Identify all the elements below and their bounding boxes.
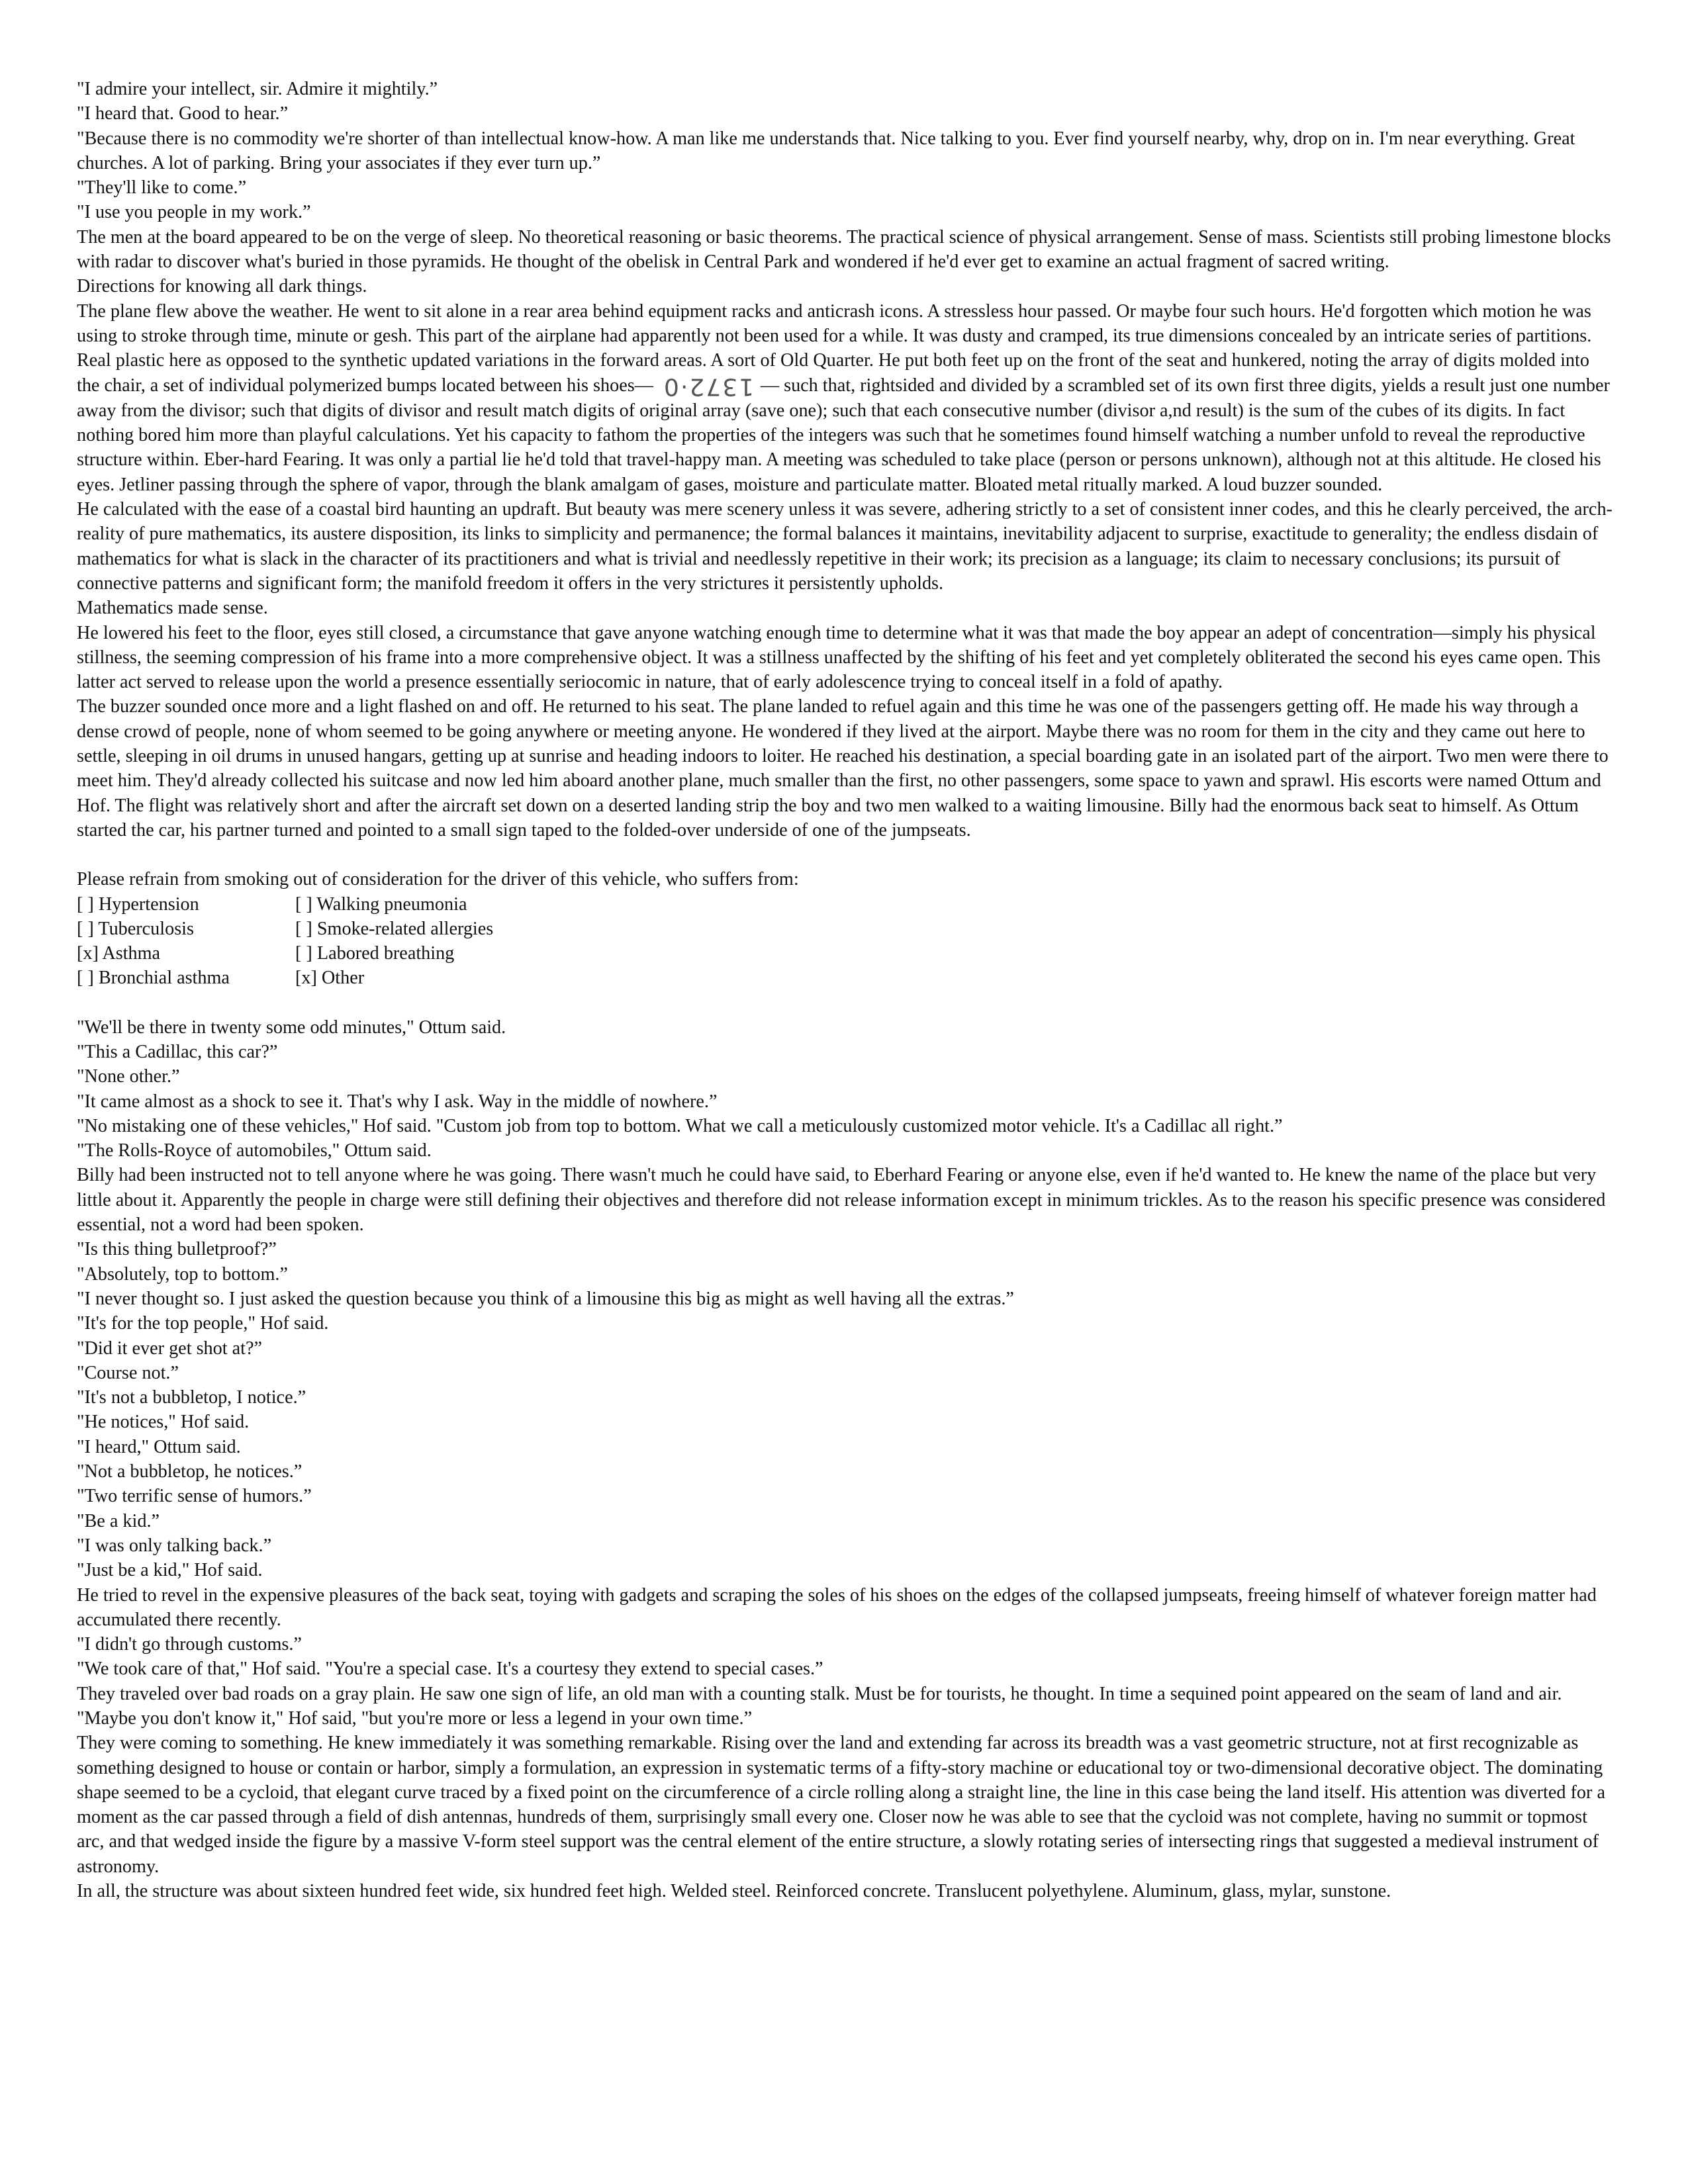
paragraph: The men at the board appeared to be on the verge of sleep. No theoretical reasoning or basic theorems. The practical science of physical arrangement. Sense of mass. Scientists still probing limestone blocks with radar to discover what's buried in those pyramids. He thought of the obelisk in Central Park and wondered if he'd ever get to examine an actual fragment of sacred writing. (77, 226, 1611, 273)
handwritten-seat-number: 1372·0 (662, 372, 754, 400)
checklist-item: [x] Other (295, 968, 365, 989)
paragraph: He calculated with the ease of a coastal bird haunting an updraft. But beauty was mere scenery unless it was severe, adhering strictly to a set of consistent inner codes, and this he clearly perceived, the arch-reality of pure mathematics, its austere disposition, its links to simplicity and permanence; the formal balances it maintains, inevitability adjacent to surprise, exactitude to generality; the endless disdain of mathematics for what is slack in the character of its practitioners and what is trivial and needlessly repetitive in their work; its precision as a language; its claim to necessary conclusions; its pursuit of connective patterns and significant form; the manifold freedom it offers in the very strictures it persistently upholds. (77, 499, 1613, 594)
dialogue-section-opening (77, 77, 1613, 299)
paragraph: "No mistaking one of these vehicles," Hof said. "Custom job from top to bottom. What we call a meticulously customized motor vehicle. It's a Cadillac all right.” (77, 1115, 1283, 1136)
paragraph: "I didn't go through customs.” (77, 1634, 302, 1655)
checklist-item: [x] Asthma (77, 943, 161, 964)
spacer (77, 991, 1613, 1015)
checklist-item: [ ] Labored breathing (295, 943, 455, 964)
plane-paragraph-end: such that, rightsided and divided by a scrambled set of its own first three digits, yields a result just one number away from the divisor; such that digits of divisor and result match digits of original array (save one); such that each consecutive number (divisor a,nd result) is the sum of the cubes of its digits. In fact nothing bored him more than playful calculations. Yet his capacity to fathom the properties of the integers was such that he sometimes found himself watching a number unfold to reveal the reproductive structure within. Eber-hard Fearing. It was only a partial lie he'd told that travel-happy man. A meeting was scheduled to take place (person or persons unknown), although not at this altitude. He closed his eyes. Jetliner passing through the sphere of vapor, through the blank amalgam of gases, moisture and particulate matter. Bloated metal ritually marked. A loud buzzer sounded. (77, 375, 1610, 495)
paragraph: Mathematics made sense. (77, 598, 268, 619)
paragraph: "We took care of that," Hof said. "You're a special case. It's a courtesy they extend to special cases.” (77, 1659, 823, 1680)
paragraph: "I admire your intellect, sir. Admire it mightily.” (77, 79, 438, 99)
narrative-section (77, 497, 1613, 842)
paragraph: "This a Cadillac, this car?” (77, 1041, 278, 1062)
document-page (77, 77, 1613, 1903)
paragraph: "I use you people in my work.” (77, 202, 311, 223)
paragraph: Directions for knowing all dark things. (77, 276, 367, 297)
paragraph: "I was only talking back.” (77, 1535, 272, 1556)
paragraph: "It's for the top people," Hof said. (77, 1313, 329, 1334)
paragraph: "Just be a kid," Hof said. (77, 1560, 263, 1581)
paragraph: "We'll be there in twenty some odd minutes," Ottum said. (77, 1017, 506, 1038)
checklist-item: [ ] Smoke-related allergies (295, 918, 494, 939)
paragraph: "I heard that. Good to hear.” (77, 103, 289, 124)
paragraph: "Is this thing bulletproof?” (77, 1239, 277, 1260)
limousine-section (77, 1015, 1613, 1904)
paragraph: "I never thought so. I just asked the question because you think of a limousine this big as might as well having all the extras.” (77, 1288, 1014, 1309)
plane-paragraph (77, 299, 1613, 497)
spacer (77, 842, 1613, 867)
paragraph: Billy had been instructed not to tell anyone where he was going. There wasn't much he could have said, to Eberhard Fearing or anyone else, even if he'd wanted to. He knew the name of the place but very little about it. Apparently the people in charge were still defining their objectives and therefore did not release information except in minimum trickles. As to the reason his specific presence was considered essential, not a word had been spoken. (77, 1165, 1606, 1236)
paragraph: He lowered his feet to the floor, eyes still closed, a circumstance that gave anyone watching enough time to determine what it was that made the boy appear an adept of concentration—simply his physical stillness, the seeming compression of his frame into a more comprehensive object. It was a stillness unaffected by the shifting of his feet and yet completely obliterated the second his eyes came open. This latter act served to release upon the world a presence essentially seriocomic in nature, that of early adolescence trying to conceal itself in a fold of apathy. (77, 622, 1601, 693)
paragraph: "Absolutely, top to bottom.” (77, 1263, 288, 1285)
paragraph: "They'll like to come.” (77, 177, 247, 199)
paragraph: In all, the structure was about sixteen hundred feet wide, six hundred feet high. Welded steel. Reinforced concrete. Translucent polyethylene. Aluminum, glass, mylar, sunstone. (77, 1881, 1391, 1902)
paragraph: "He notices," Hof said. (77, 1412, 250, 1433)
paragraph: "It came almost as a shock to see it. That's why I ask. Way in the middle of nowhere.” (77, 1091, 718, 1112)
paragraph: They were coming to something. He knew immediately it was something remarkable. Rising over the land and extending far across its breadth was a vast geometric structure, not at first recognizable as something designed to house or contain or harbor, simply a formulation, an expression in systematic terms of a fifty-story machine or educational toy or two-dimensional decorative object. The dominating shape seemed to be a cycloid, that elegant curve traced by a fixed point on the circumference of a circle rolling along a straight line, the line in this case being the land itself. His attention was diverted for a moment as the car passed through a field of dish antennas, hundreds of them, surprisingly small every one. Closer now he was able to see that the cycloid was not complete, having no summit or topmost arc, and that wedged inside the figure by a massive V-form steel support was the central element of the entire structure, a slowly rotating series of intersecting rings that suggested a medieval instrument of astronomy. (77, 1733, 1605, 1877)
paragraph: "Not a bubbletop, he notices.” (77, 1461, 303, 1482)
plane-paragraph-start: The plane flew above the weather. He went to sit alone in a rear area behind equipment racks and anticrash icons. A stressless hour passed. Or maybe four such hours. He'd forgotten which motion he was using to stroke through time, minute or gesh. This part of the airplane had apparently not been used for a while. It was dusty and cramped, its true dimensions concealed by an intricate series of partitions. Real plastic here as opposed to the synthetic updated variations in the forward areas. A sort of Old Quarter. He put both feet up on the front of the seat and hunkered, noting the array of digits molded into the chair, a set of individual polymerized bumps located between his shoes— (77, 300, 1592, 396)
paragraph: He tried to revel in the expensive pleasures of the back seat, toying with gadgets and scraping the soles of his shoes on the edges of the collapsed jumpseats, freeing himself of whatever foreign matter had accumulated there recently. (77, 1584, 1597, 1630)
checklist-item: [ ] Walking pneumonia (295, 893, 467, 915)
paragraph: The buzzer sounded once more and a light flashed on and off. He returned to his seat. The plane landed to refuel again and this time he was one of the passengers getting off. He made his way through a dense crowd of people, none of whom seemed to be going anywhere or meeting anyone. He wondered if they lived at the airport. Maybe there was no room for them in the city and they came out here to settle, sleeping in oil drums in unused hangars, getting up at sunrise and heading indoors to loiter. He reached his destination, a special boarding gate in an isolated part of the airport. Two men were there to meet him. They'd already collected his suitcase and now led him aboard another plane, much smaller than the first, no other passengers, some space to yawn and sprawl. His escorts were named Ottum and Hof. The flight was relatively short and after the aircraft set down on a deserted landing strip the boy and two men walked to a waiting limousine. Billy had the enormous back seat to himself. As Ottum started the car, his partner turned and pointed to a small sign taped to the folded-over underside of one of the jumpseats. (77, 696, 1609, 841)
checklist-item: [ ] Hypertension (77, 893, 199, 915)
driver-condition-checklist (77, 892, 580, 991)
paragraph: "Be a kid.” (77, 1510, 160, 1531)
paragraph: "Because there is no commodity we're shorter of than intellectual know-how. A man like me understands that. Nice talking to you. Ever find yourself nearby, why, drop on in. I'm near everything. Great churches. A lot of parking. Bring your associates if they ever turn up.” (77, 128, 1575, 173)
paragraph: "Course not.” (77, 1362, 179, 1383)
paragraph: "The Rolls-Royce of automobiles," Ottum said. (77, 1140, 432, 1161)
paragraph: "It's not a bubbletop, I notice.” (77, 1387, 306, 1408)
dash: — (760, 375, 780, 396)
sign-intro: Please refrain from smoking out of consideration for the driver of this vehicle, who suffers from: (77, 869, 799, 890)
paragraph: "Two terrific sense of humors.” (77, 1486, 312, 1507)
checklist-item: [ ] Tuberculosis (77, 918, 194, 939)
paragraph: "I heard," Ottum said. (77, 1436, 241, 1457)
paragraph: "None other.” (77, 1066, 180, 1087)
paragraph: They traveled over bad roads on a gray plain. He saw one sign of life, an old man with a counting stalk. Must be for tourists, he thought. In time a sequined point appeared on the seam of land and air. (77, 1683, 1562, 1704)
paragraph: "Did it ever get shot at?” (77, 1338, 262, 1359)
checklist-item: [ ] Bronchial asthma (77, 968, 230, 989)
paragraph: "Maybe you don't know it," Hof said, "but you're more or less a legend in your own time.” (77, 1708, 753, 1729)
